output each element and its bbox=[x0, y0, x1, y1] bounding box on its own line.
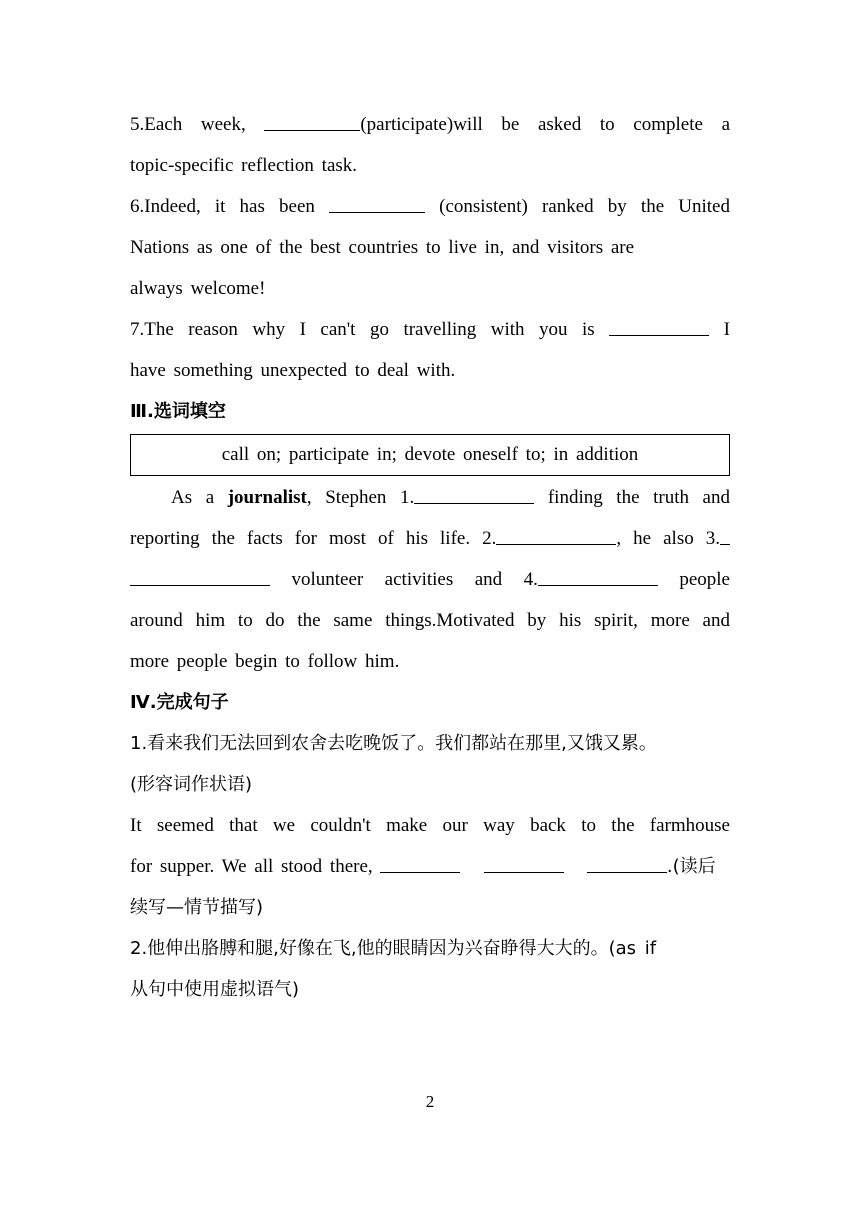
answer-blank-2[interactable] bbox=[496, 522, 616, 545]
sentence-1-note: 续写—情节描写) bbox=[130, 897, 264, 918]
passage-line-5: more people begin to follow him. bbox=[130, 651, 400, 672]
question-6-line-1: 6.Indeed, it has been (consistent) ranked by the United bbox=[130, 186, 730, 227]
passage-line-3: volunteer activities and 4. people bbox=[130, 559, 730, 600]
page-number: 2 bbox=[425, 1092, 435, 1111]
sentence-1-english-line-2: for supper. We all stood there, .(读后 bbox=[130, 846, 730, 887]
passage-line-2: reporting the facts for most of his life. 2. , he also 3. bbox=[130, 518, 730, 559]
section-3-title: Ⅲ.选词填空 bbox=[130, 401, 226, 422]
question-6-line-2: Nations as one of the best countries to live in, and visitors are bbox=[130, 237, 635, 258]
passage-line-1: As a journalist, Stephen 1. finding the truth and bbox=[130, 477, 730, 518]
keyword-journalist: journalist bbox=[227, 487, 307, 508]
word-bank-box: call on; participate in; devote oneself to; in addition bbox=[130, 434, 730, 476]
sentence-1-hint: (形容词作状语) bbox=[130, 774, 253, 795]
answer-blank-b[interactable] bbox=[484, 850, 564, 873]
question-7-line-2: have something unexpected to deal with. bbox=[130, 360, 456, 381]
answer-blank-a[interactable] bbox=[380, 850, 460, 873]
sentence-2-chinese: 2.他伸出胳膊和腿,好像在飞,他的眼睛因为兴奋睁得大大的。(as if bbox=[130, 938, 657, 959]
answer-blank[interactable] bbox=[264, 108, 360, 131]
section-4-title: Ⅳ.完成句子 bbox=[130, 692, 229, 713]
answer-blank-c[interactable] bbox=[587, 850, 667, 873]
answer-blank[interactable] bbox=[609, 313, 709, 336]
passage-line-4: around him to do the same things.Motivated by his spirit, more and bbox=[130, 610, 730, 631]
sentence-2-hint: 从句中使用虚拟语气) bbox=[130, 979, 300, 1000]
answer-blank-3-start[interactable] bbox=[720, 522, 730, 545]
answer-blank[interactable] bbox=[329, 190, 425, 213]
answer-blank-1[interactable] bbox=[414, 481, 534, 504]
sentence-1-chinese: 1.看来我们无法回到农舍去吃晚饭了。我们都站在那里,又饿又累。 bbox=[130, 733, 657, 754]
question-6-line-3: always welcome! bbox=[130, 278, 266, 299]
question-7-line-1: 7.The reason why I can't go travelling with you is I bbox=[130, 309, 730, 350]
answer-blank-4[interactable] bbox=[538, 563, 658, 586]
worksheet-page bbox=[130, 104, 730, 1010]
answer-blank-3[interactable] bbox=[130, 563, 270, 586]
sentence-1-english-line-1: It seemed that we couldn't make our way back to the farmhouse bbox=[130, 815, 730, 836]
question-5-line-1: 5.Each week, (participate)will be asked to complete a bbox=[130, 104, 730, 145]
question-5-line-2: topic-specific reflection task. bbox=[130, 155, 358, 176]
